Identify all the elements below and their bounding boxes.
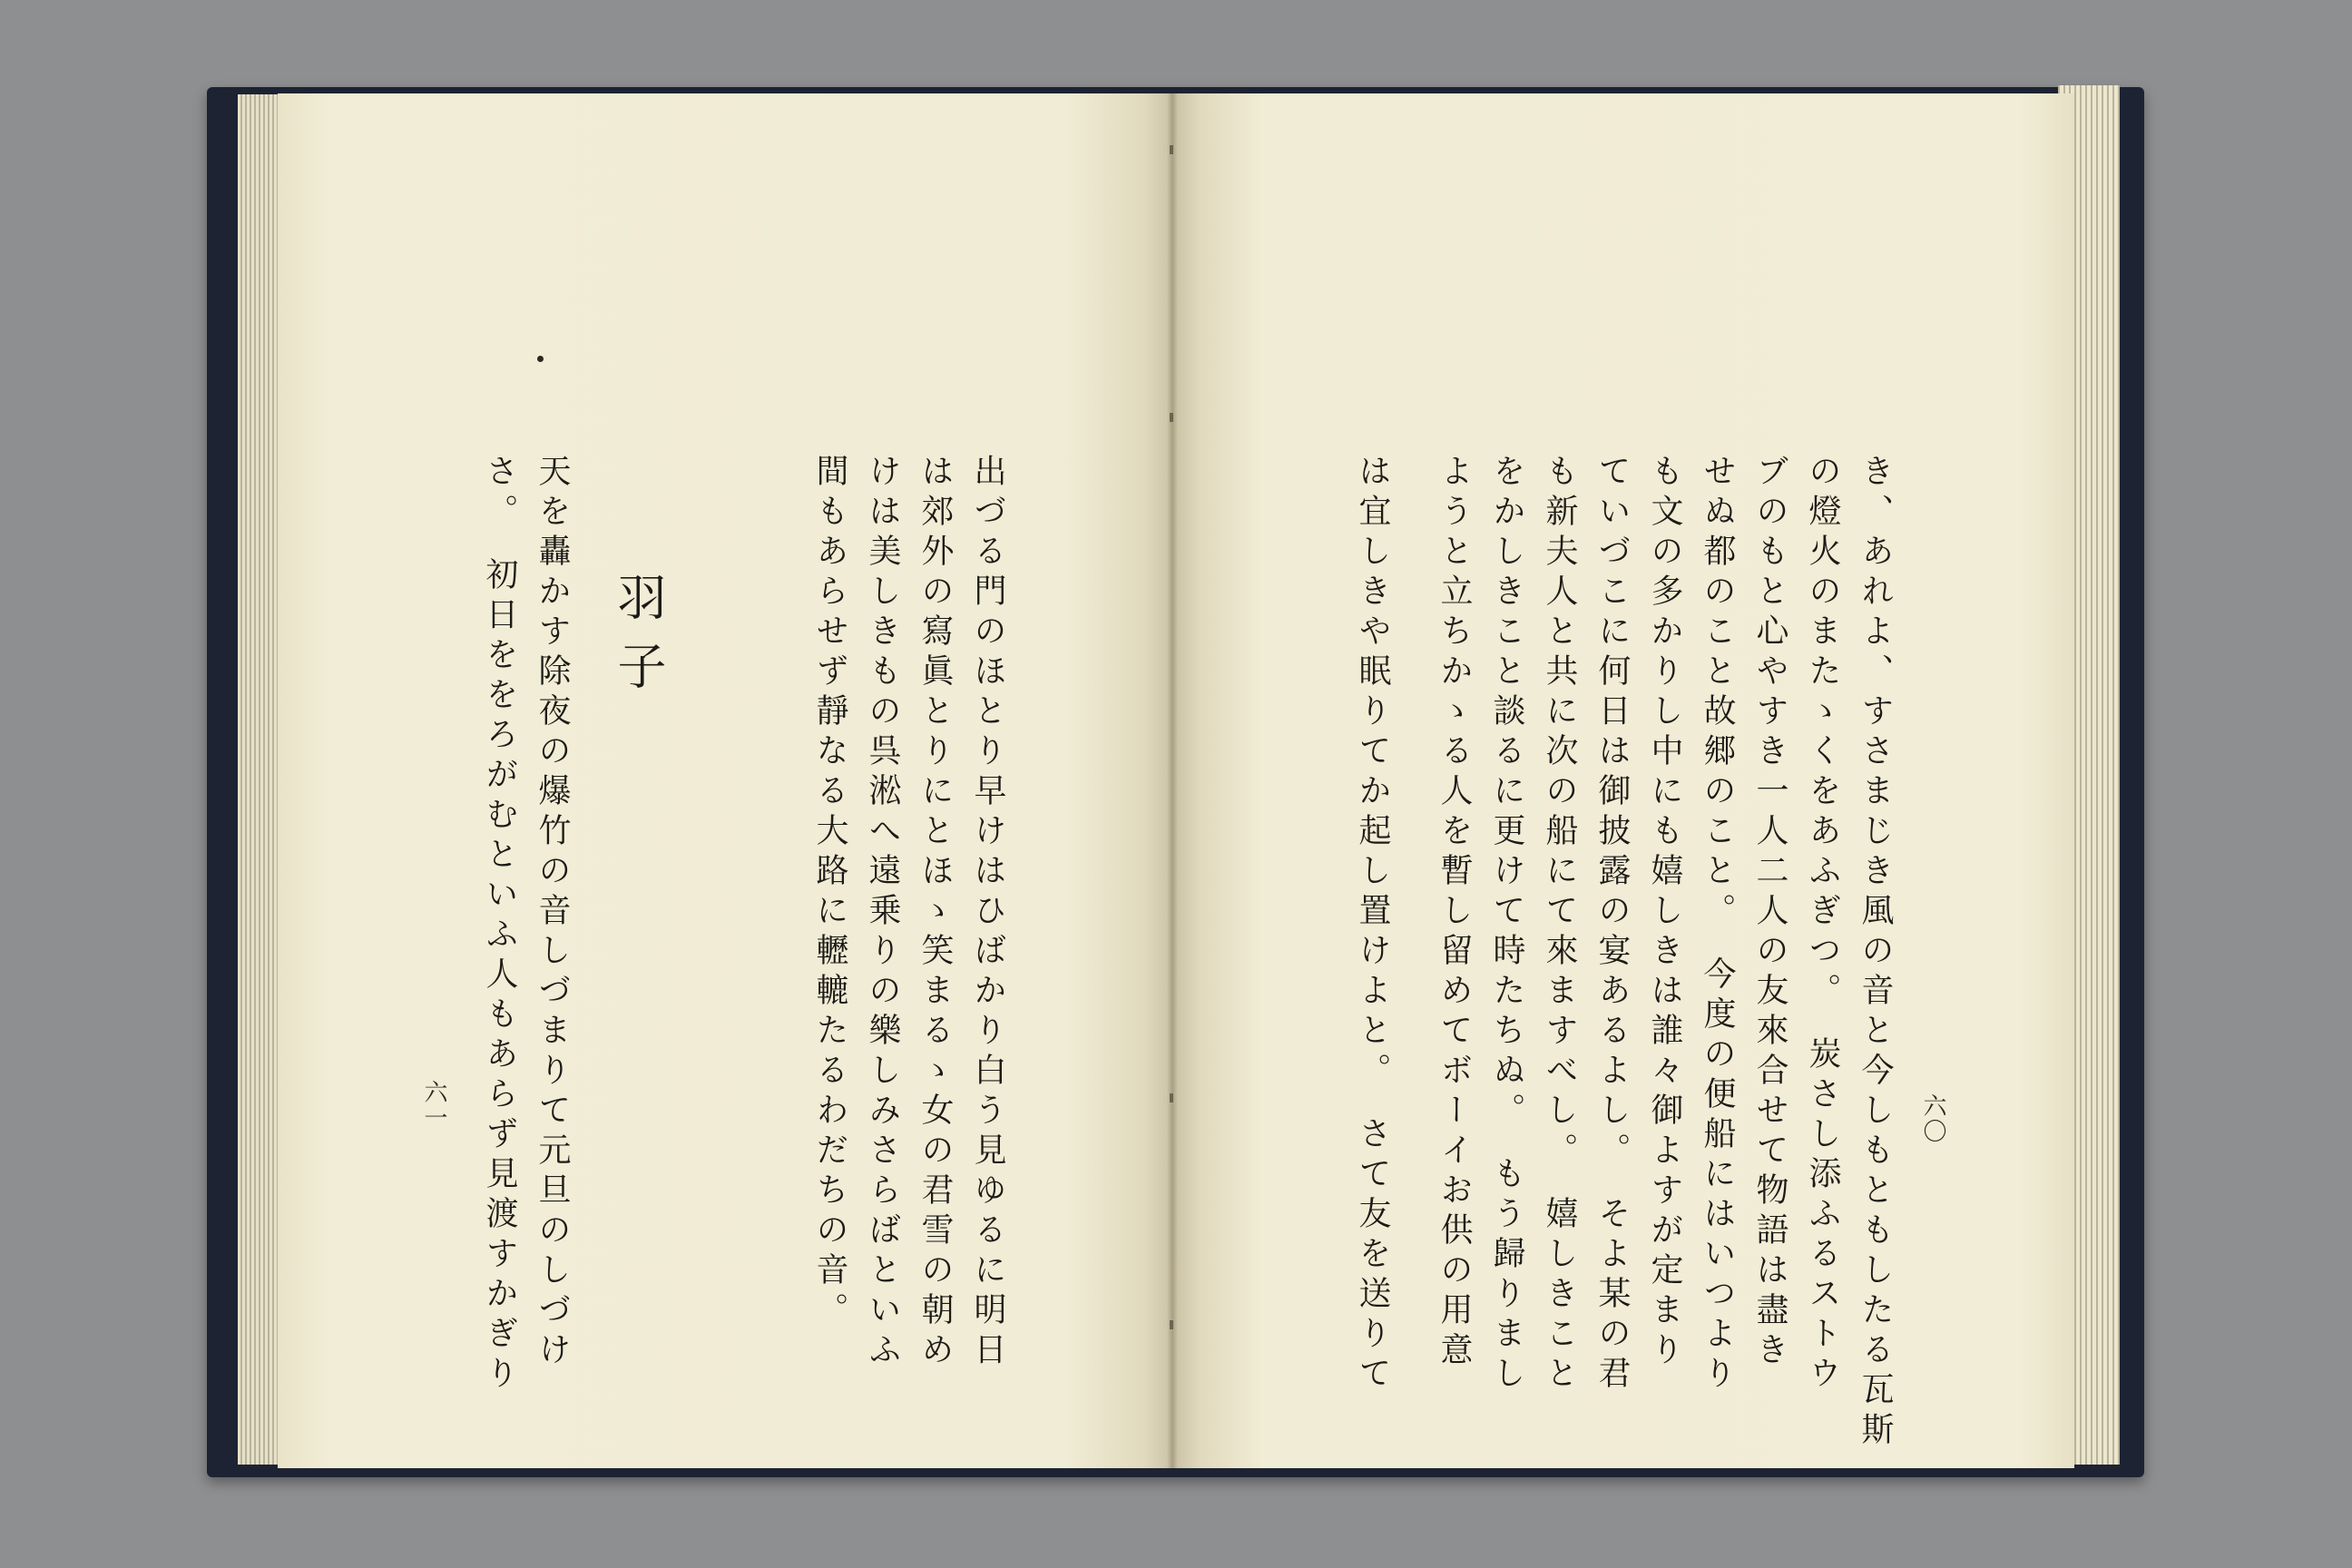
prose-column: ようと立ちかゝる人を暫し留めてボーイお供の用意: [1436, 454, 1473, 1372]
prose-column: き、あれよ、すさまじき風の音と今しもともしたる瓦斯: [1857, 454, 1894, 1452]
binding-stitch: [1170, 413, 1173, 422]
page-number: 六〇: [1919, 1093, 1946, 1144]
prose-column: 間もあらせず靜なる大路に轣轆たるわだちの音。: [811, 454, 848, 1332]
prose-column: ていづこに何日は御披露の宴あるよし。 そよ某の君: [1593, 454, 1631, 1396]
prose-column: ブのもと心やすき一人二人の友來合せて物語は盡き: [1751, 454, 1788, 1372]
prose-column: の燈火のまたゝくをあふぎつ。 炭さし添ふるストウ: [1804, 454, 1841, 1396]
prose-column: けは美しきもの呉淞へ遠乗りの樂しみさらばといふ: [864, 454, 901, 1372]
page-number: 六一: [420, 1080, 447, 1131]
prose-column: せぬ都のこと故郷のこと。 今度の便船にはいつより: [1699, 454, 1736, 1396]
prose-column: は宜しきや眠りてか起し置けよと。 さて友を送りて: [1354, 454, 1391, 1396]
prose-column: 天を轟かす除夜の爆竹の音しづまりて元旦のしづけ: [534, 454, 571, 1372]
book-gutter: [1167, 93, 1178, 1468]
left-page: [278, 93, 1172, 1468]
prose-column: をかしきこと談るに更けて時たちぬ。 もう歸りまし: [1488, 454, 1525, 1396]
prose-column: も文の多かりし中にも嬉しきは誰々御よすが定まり: [1646, 454, 1683, 1372]
prose-column: さ。 初日ををろがむといふ人もあらず見渡すかぎり: [481, 454, 518, 1396]
section-title: 羽子: [610, 572, 667, 710]
binding-stitch: [1170, 145, 1173, 154]
binding-stitch: [1170, 1320, 1173, 1329]
prose-column: 出づる門のほとり早けはひばかり白う見ゆるに明日: [969, 454, 1006, 1372]
binding-stitch: [1170, 1093, 1173, 1102]
print-speck: [537, 356, 544, 362]
prose-column: も新夫人と共に次の船にて來ますべし。 嬉しきこと: [1541, 454, 1578, 1396]
prose-column: は郊外の寫眞とりにとほゝ笑まるゝ女の君雪の朝め: [916, 454, 954, 1372]
